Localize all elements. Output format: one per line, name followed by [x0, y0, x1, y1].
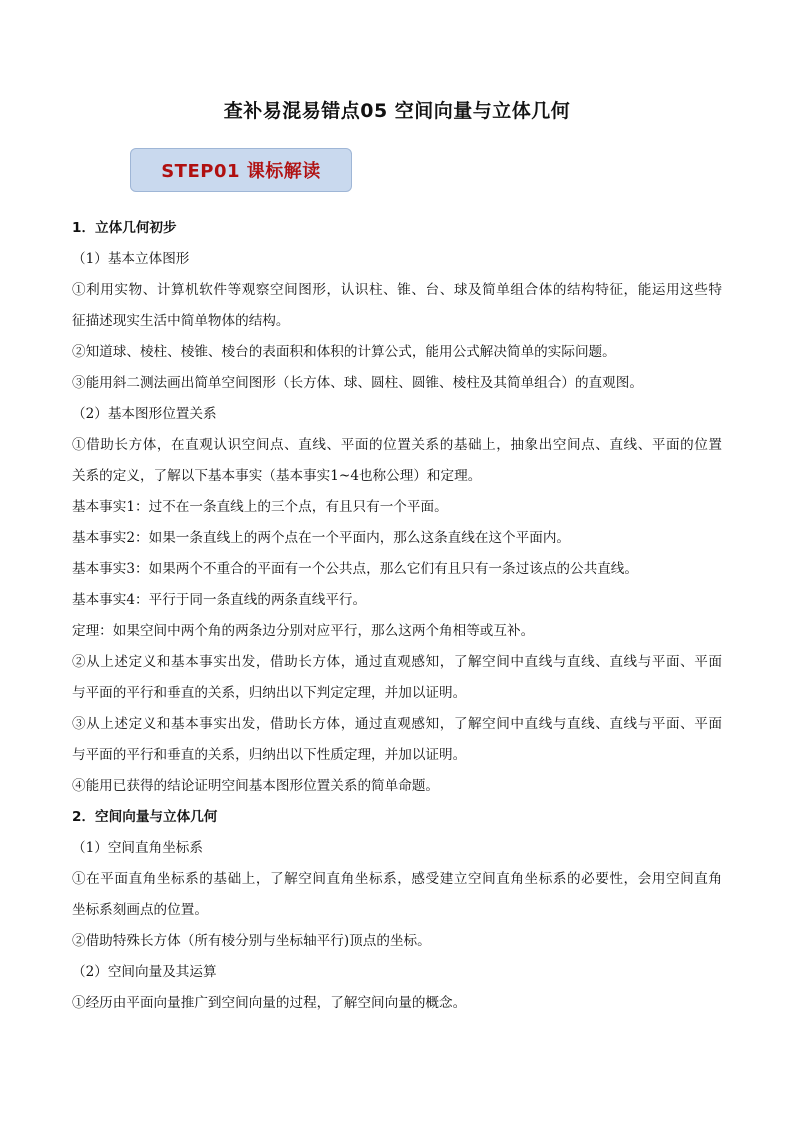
paragraph-line: ②从上述定义和基本事实出发，借助长方体，通过直观感知，了解空间中直线与直线、直线与平面、平面 [72, 654, 722, 670]
paragraph-line: 与平面的平行和垂直的关系，归纳出以下判定定理，并加以证明。 [72, 685, 467, 701]
paragraph-line: ④能用已获得的结论证明空间基本图形位置关系的简单命题。 [72, 778, 440, 794]
paragraph-line: 征描述现实生活中简单物体的结构。 [72, 313, 290, 329]
subsection-heading: （2）空间向量及其运算 [72, 964, 217, 980]
step-banner [130, 148, 352, 192]
paragraph-line: ②借助特殊长方体（所有棱分别与坐标轴平行)顶点的坐标。 [72, 933, 431, 949]
subsection-heading: （1）基本立体图形 [72, 251, 190, 267]
paragraph-line: 基本事实3：如果两个不重合的平面有一个公共点，那么它们有且只有一条过该点的公共直线。 [72, 561, 638, 577]
paragraph-line: 关系的定义，了解以下基本事实（基本事实1~4也称公理）和定理。 [72, 468, 482, 484]
step-label: STEP01 课标解读 [161, 161, 321, 182]
subsection-heading: （1）空间直角坐标系 [72, 840, 203, 856]
paragraph-line: 坐标系刻画点的位置。 [72, 902, 208, 918]
paragraph-line: 基本事实2：如果一条直线上的两个点在一个平面内，那么这条直线在这个平面内。 [72, 530, 571, 546]
paragraph-line: 定理：如果空间中两个角的两条边分别对应平行，那么这两个角相等或互补。 [72, 623, 535, 639]
paragraph-line: ①在平面直角坐标系的基础上，了解空间直角坐标系，感受建立空间直角坐标系的必要性，会用空间直角 [72, 871, 722, 887]
paragraph-line: ①借助长方体，在直观认识空间点、直线、平面的位置关系的基础上，抽象出空间点、直线、平面的位置 [72, 437, 722, 453]
paragraph-line: ①利用实物、计算机软件等观察空间图形，认识柱、锥、台、球及简单组合体的结构特征，能运用这些特 [72, 282, 722, 298]
paragraph-line: 基本事实4：平行于同一条直线的两条直线平行。 [72, 592, 367, 608]
section-heading: 1．立体几何初步 [72, 220, 177, 236]
paragraph-line: ②知道球、棱柱、棱锥、棱台的表面积和体积的计算公式，能用公式解决简单的实际问题。 [72, 344, 616, 360]
paragraph-line: ①经历由平面向量推广到空间向量的过程，了解空间向量的概念。 [72, 995, 467, 1011]
subsection-heading: （2）基本图形位置关系 [72, 406, 217, 422]
document-body [72, 213, 722, 1019]
paragraph-line: 与平面的平行和垂直的关系，归纳出以下性质定理，并加以证明。 [72, 747, 467, 763]
paragraph-line: 基本事实1：过不在一条直线上的三个点，有且只有一个平面。 [72, 499, 448, 515]
paragraph-line: ③能用斜二测法画出简单空间图形（长方体、球、圆柱、圆锥、棱柱及其简单组合）的直观图。 [72, 375, 643, 391]
section-heading: 2．空间向量与立体几何 [72, 809, 218, 825]
document-title: 查补易混易错点05 空间向量与立体几何 [223, 100, 571, 122]
paragraph-line: ③从上述定义和基本事实出发，借助长方体，通过直观感知，了解空间中直线与直线、直线与平面、平面 [72, 716, 722, 732]
